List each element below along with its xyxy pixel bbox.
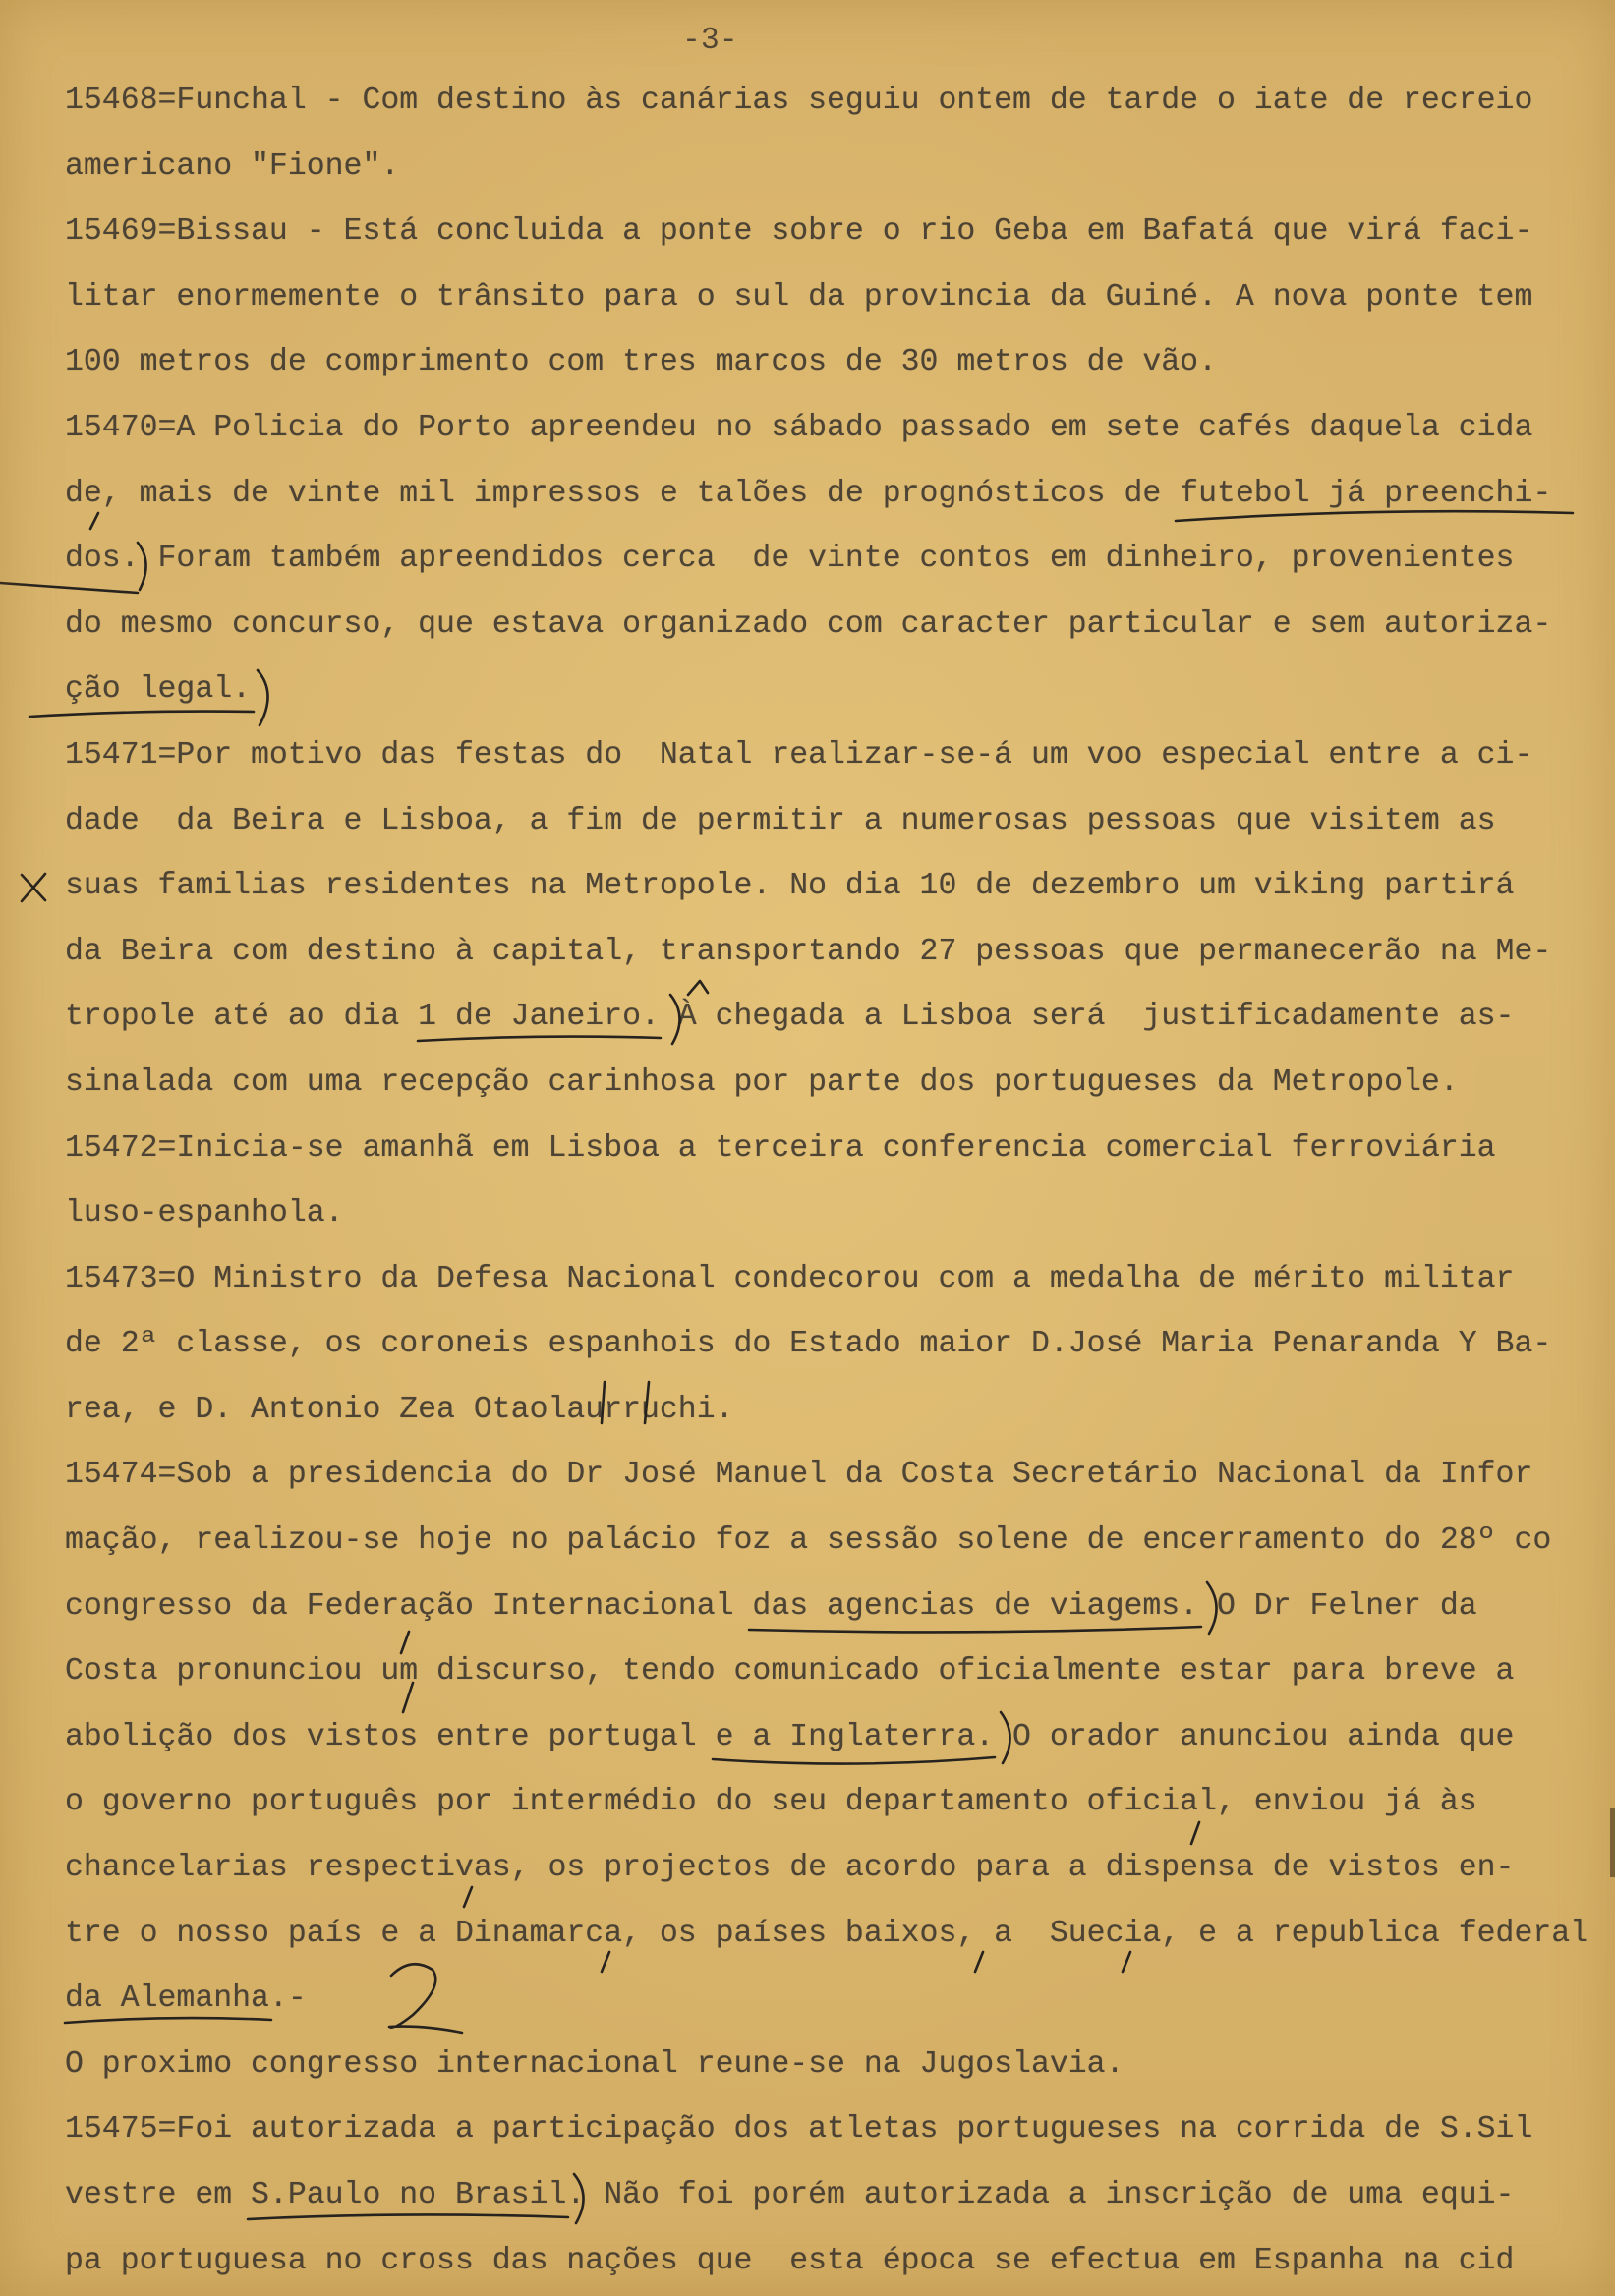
- text-line: 15474=Sob a presidencia do Dr José Manuel da Costa Secretário Nacional da Infor: [65, 1458, 1533, 1493]
- text-line: 15473=O Ministro da Defesa Nacional condecorou com a medalha de mérito militar: [65, 1261, 1515, 1296]
- text-line: 15470=A Policia do Porto apreendeu no sábado passado em sete cafés daquela cida: [65, 410, 1533, 445]
- text-line: litar enormemente o trânsito para o sul da provincia da Guiné. A nova ponte tem: [65, 279, 1533, 315]
- text-line: mação, realizou-se hoje no palácio foz a sessão solene de encerramento do 28º co: [65, 1523, 1552, 1559]
- text-line: rea, e D. Antonio Zea Otaolaurruchi.: [65, 1392, 734, 1427]
- binding-edge-mark: [1610, 1808, 1615, 1877]
- text-line: pa portuguesa no cross das nações que esta época se efectua em Espanha na cid: [65, 2243, 1515, 2278]
- text-line: chancelarias respectivas, os projectos de acordo para a dispensa de vistos en-: [65, 1851, 1515, 1886]
- text-line: 15472=Inicia-se amanhã em Lisboa a terceira conferencia comercial ferroviária: [65, 1130, 1496, 1166]
- text-line: dos. Foram também apreendidos cerca de vinte contos em dinheiro, provenientes: [65, 542, 1515, 577]
- typewritten-text: [65, 69, 1608, 2294]
- text-line: ção legal.: [65, 672, 252, 708]
- text-line: de 2ª classe, os coroneis espanhois do Estado maior D.José Maria Penaranda Y Ba-: [65, 1327, 1552, 1362]
- text-line: sinalada com uma recepção carinhosa por parte dos portugueses da Metropole.: [65, 1064, 1459, 1100]
- text-line: da Beira com destino à capital, transportando 27 pessoas que permanecerão na Me-: [65, 934, 1552, 969]
- text-line: O proximo congresso internacional reune-se na Jugoslavia.: [65, 2046, 1125, 2082]
- text-line: congresso da Federação Internacional das agencias de viagems. O Dr Felner da: [65, 1588, 1477, 1624]
- pen-x-mark: [22, 874, 45, 901]
- text-line: 15469=Bissau - Está concluida a ponte sobre o rio Geba em Bafatá que virá faci-: [65, 214, 1533, 250]
- text-line: 15475=Foi autorizada a participação dos atletas portugueses na corrida de S.Sil: [65, 2112, 1533, 2148]
- text-line: 15468=Funchal - Com destino às canárias seguiu ontem de tarde o iate de recreio: [65, 84, 1533, 118]
- text-line: da Alemanha.-: [65, 1981, 307, 2017]
- text-line: de, mais de vinte mil impressos e talões de prognósticos de futebol já preenchi-: [65, 476, 1552, 511]
- text-line: 100 metros de comprimento com tres marcos de 30 metros de vão.: [65, 345, 1217, 380]
- page-number: -3-: [682, 24, 738, 58]
- text-line: Costa pronunciou um discurso, tendo comunicado oficialmente estar para breve a: [65, 1654, 1515, 1690]
- text-line: 15471=Por motivo das festas do Natal realizar-se-á um voo especial entre a ci-: [65, 737, 1533, 773]
- text-line: luso-espanhola.: [65, 1196, 344, 1232]
- text-line: do mesmo concurso, que estava organizado com caracter particular e sem autoriza-: [65, 606, 1552, 642]
- text-line: americano "Fione".: [65, 148, 400, 184]
- text-line: abolição dos vistos entre portugal e a Inglaterra. O orador anunciou ainda que: [65, 1719, 1515, 1754]
- text-line: suas familias residentes na Metropole. No dia 10 de dezembro um viking partirá: [65, 869, 1515, 904]
- text-line: tropole até ao dia 1 de Janeiro. À chegada a Lisboa será justificadamente as-: [65, 1000, 1515, 1035]
- text-line: o governo português por intermédio do seu departamento oficial, enviou já às: [65, 1785, 1477, 1820]
- text-line: vestre em S.Paulo no Brasil. Não foi porém autorizada a inscrição de uma equi-: [65, 2178, 1515, 2212]
- text-line: dade da Beira e Lisboa, a fim de permitir a numerosas pessoas que visitem as: [65, 803, 1496, 838]
- text-line: tre o nosso país e a Dinamarca, os países baixos, a Suecia, e a republica federal: [65, 1916, 1589, 1951]
